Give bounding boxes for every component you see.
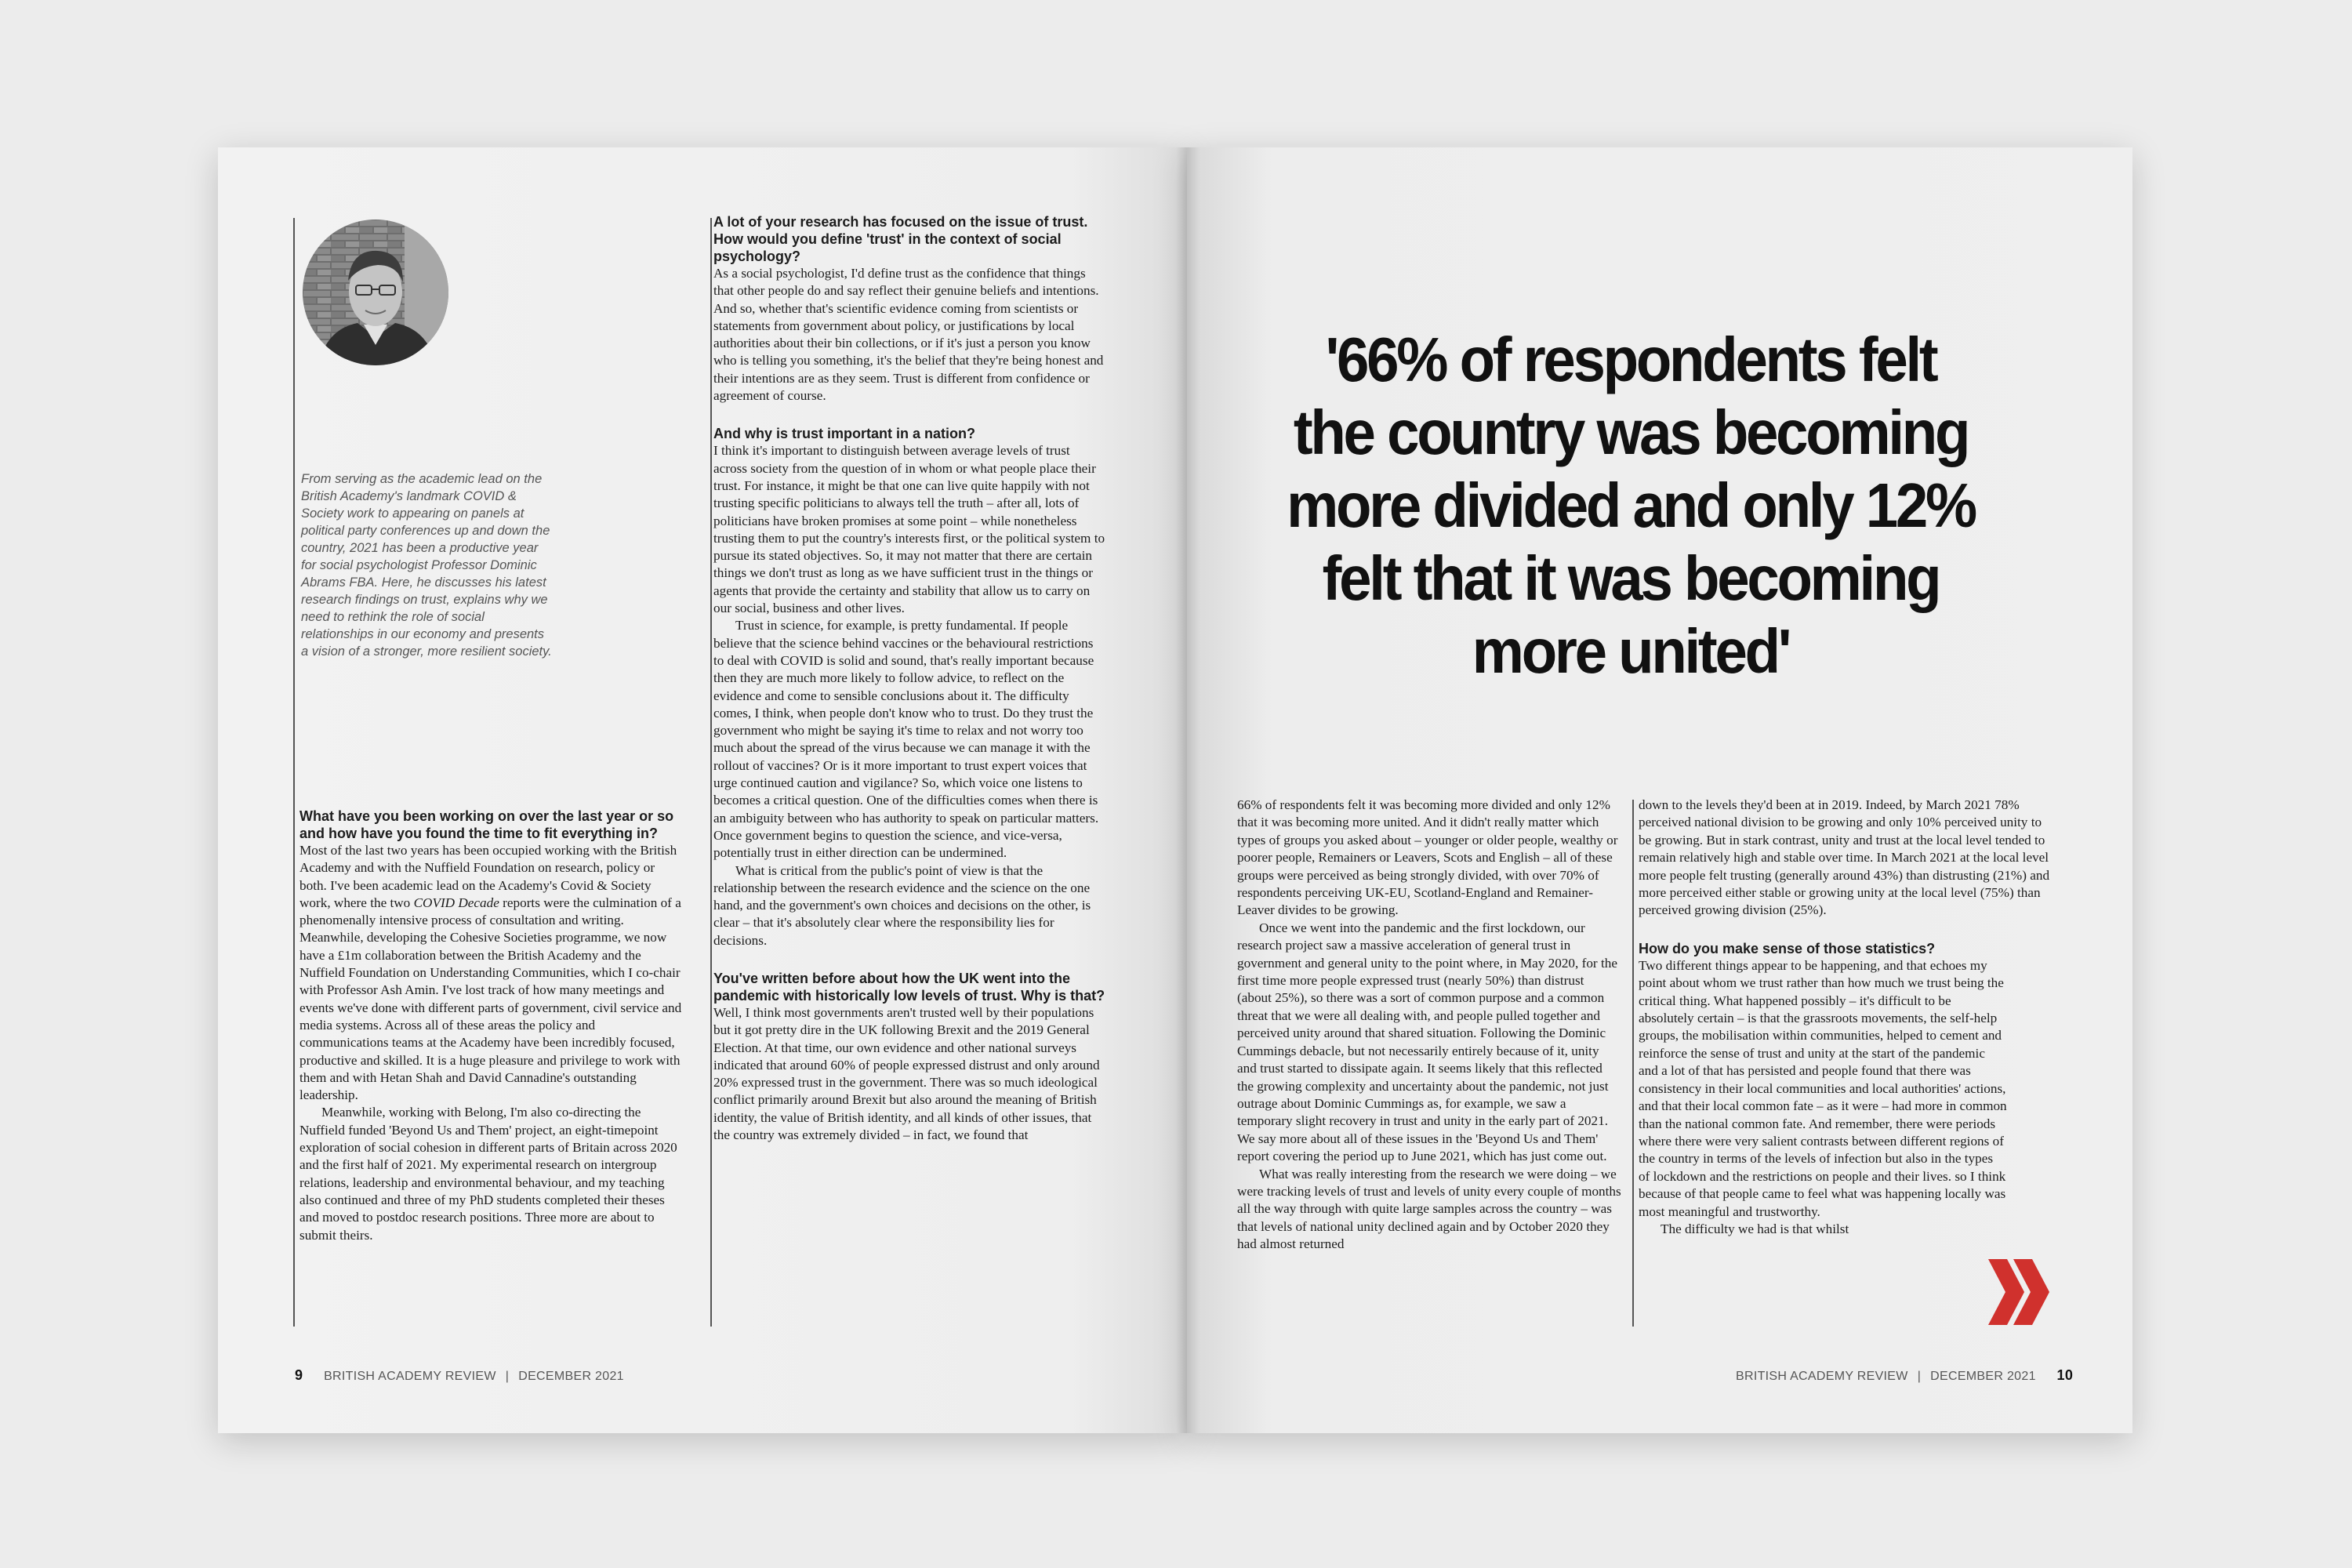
paragraph: down to the levels they'd been at in 2019. Indeed, by March 2021 78% perceived national division to be growing and only 10% perceived unity to be growing. But in stark contrast, unity and trust at the local level tended to remain relatively high and stable over time. In March 2021 at the local level more people felt trusting (generally around 43%) than distrusting (21%) and more perceived either stable or growing unity at the local level (75%) than perceived growing division (25%). (1639, 797, 2050, 918)
question-heading: What have you been working on over the last year or so and how have you found the time to fit everything in? (299, 808, 674, 841)
question-heading: A lot of your research has focused on the issue of trust. How would you define 'trust' in the context of social psychology? (713, 214, 1088, 264)
paragraph: Meanwhile, working with Belong, I'm also co-directing the Nuffield funded 'Beyond Us and Them' project, an eight-timepoint exploration of social cohesion in different parts of Britain across 2020 and the first half of 2021. My experimental research on intergroup relations, leadership and environmental behaviour, and my teaching also continued and three of my PhD students completed their theses and moved to postdoc research positions. Three more are about to submit theirs. (299, 1105, 677, 1243)
column-rule-right (1632, 800, 1634, 1327)
paragraph: 66% of respondents felt it was becoming more divided and only 12% that it was becoming more united. And it didn't really matter which types of groups you asked about – younger or older people, wealthy or poorer people, Remainers or Leavers, Scots and English – all of these groups were perceived as being strongly divided, with over 70% of respondents perceiving UK-EU, Scotland-England and Remainer-Leaver divides to be growing. (1237, 797, 1618, 918)
pull-quote: '66% of respondents felt the country was becoming more divided and only 12% felt that it was becoming more united' (1287, 325, 1975, 686)
paragraph: I think it's important to distinguish between average levels of trust across society from the question of in whom or what people place their trust. For instance, it might be that one can live quite happily with not trusting specific politicians to always tell the truth – after all, lots of politicians have broken promises at some point – while nonetheless trusting them to put the country's interests first, or the political system to pursue its stated objectives. So, it may not matter that there are certain things we don't trust as long as we have sufficient trust in the things or agents that provide the certainty and stability that allow us to carry on our social, business and other lives. (713, 443, 1105, 616)
right-column-1 (1237, 797, 1621, 1254)
issue-date: DECEMBER 2021 (1930, 1370, 2036, 1383)
right-footer: BRITISH ACADEMY REVIEW | DECEMBER 2021 10 (1736, 1367, 2074, 1383)
publication-name: BRITISH ACADEMY REVIEW (1736, 1370, 1908, 1383)
paragraph: Once we went into the pandemic and the first lockdown, our research project saw a massive acceleration of general trust in government and general unity to the point where, in May 2020, for the first time more people expressed trust (nearly 50%) than distrust (about 25%), so there was a sort of common purpose and a common threat that we were all dealing with, and people pulled together and perceived unity around that shared situation. Following the Dominic Cummings debacle, but not necessarily entirely because of it, unity and trust started to dissipate again. It seems likely that this reflected the growing complexity and uncertainty about the pandemic, not just outrage about Dominic Cummings as, for example, we saw a temporary slight recovery in trust and unity in the early part of 2021. We say more about all of these issues in the 'Beyond Us and Them' report covering the period up to June 2021, which has just come out. (1237, 920, 1617, 1164)
paragraph: Most of the last two years has been occupied working with the British Academy and with the Nuffield Foundation on research, policy or both. I've been academic lead on the Academy's Covid & Society work, where the two COVID Decade reports were the culmination of a phenomenally intensive process of consultation and writing. Meanwhile, developing the Cohesive Societies programme, we now have a £1m collaboration between the British Academy and the Nuffield Foundation on Understanding Communities, which I co-chair with Professor Ash Amin. I've lost track of how many meetings and events we've done with different parts of government, civil service and media systems. Across all of these areas the policy and communications teams at the Academy have been incredibly focused, productive and skilled. It is a huge pleasure and privilege to work with them and with Hetan Shah and David Cannadine's outstanding leadership. (299, 843, 682, 1103)
paragraph: As a social psychologist, I'd define trust as the confidence that things that other people do and say reflect their genuine beliefs and intentions. And so, whether that's scientific evidence coming from scientists or statements from government about policy, or justifications by local authorities about their bin collections, or if it's just a person you know who is telling you something, it's the belief that they're being honest and their intentions are as they seem. Trust is different from confidence or agreement of course. (713, 266, 1104, 404)
paragraph: Well, I think most governments aren't trusted well by their populations but it got pretty dire in the UK following Brexit and the 2019 General Election. At that time, our own evidence and other national surveys indicated that around 60% of people expressed distrust and only around 20% expressed trust in the government. There was so much ideological conflict primarily around Brexit but also around the meaning of British identity, the value of British identity, and all kinds of other issues, that the country was extremely divided – in fact, we found that (713, 1004, 1100, 1143)
author-portrait (303, 220, 448, 365)
page-number: 10 (2056, 1367, 2074, 1383)
question-heading: How do you make sense of those statistics? (1639, 940, 1936, 956)
paragraph: Two different things appear to be happening, and that echoes my point about whom we trust rather than how much we trust being the critical thing. What happened possibly – it's difficult to be absolutely certain – is that the grassroots movements, the self-help groups, the mobilisation within communities, helped to cement and reinforce the sense of trust and unity at the start of the pandemic and a lot of that has persisted and people found that there was consistency in their local communities and local authorities' actions, and that their local common fate – as it were – had more in common than the national common fate. And remember, there were periods where there were very salient contrasts between different regions of the country in terms of the levels of infection but also in the types of lockdown and the restrictions on people and their lives. so I think because of that people came to feel what was happening locally was most meaningful and trustworthy. (1639, 957, 2007, 1219)
left-column (299, 808, 684, 1244)
right-column-2 (1639, 797, 2054, 1238)
paragraph: Trust in science, for example, is pretty fundamental. If people believe that the science behind vaccines or the behavioural restrictions to deal with COVID is solid and sound, that's really important because then they are much more likely to follow advice, to reflect on the evidence and come to sensible conclusions about it. The difficulty comes, I think, when people don't know who to trust. Do they trust the government who might be saying it's time to relax and not worry too much about the spread of the virus because we can manage it with the rollout of vaccines? Or is it more important to trust expert voices that urge continued caution and vigilance? So, which voice one listens to becomes a critical question. One of the difficulties comes when there is an ambiguity between who has authority to speak on particular matters. Once government begins to question the science, and vice-versa, potentially trust in either direction can be undermined. (713, 618, 1099, 861)
column-rule-middle (710, 218, 712, 1327)
issue-date: DECEMBER 2021 (518, 1370, 624, 1383)
report-title: COVID Decade (413, 895, 499, 910)
paragraph: The difficulty we had is that whilst (1661, 1221, 1849, 1236)
page-number: 9 (295, 1367, 303, 1383)
double-chevron-right-icon (1988, 1259, 2051, 1329)
paragraph: What was really interesting from the research we were doing – we were tracking levels of trust and levels of unity every couple of months all the way through with quite large samples across the country – was that levels of national unity declined again and by October 2020 they had almost returned (1237, 1166, 1621, 1252)
middle-column (713, 213, 1105, 1144)
column-rule-left (293, 218, 295, 1327)
left-footer: 9 BRITISH ACADEMY REVIEW | DECEMBER 2021 (295, 1367, 624, 1383)
question-heading: And why is trust important in a nation? (713, 426, 976, 442)
question-heading: You've written before about how the UK went into the pandemic with historically low levels of trust. Why is that? (713, 970, 1105, 1004)
publication-name: BRITISH ACADEMY REVIEW (324, 1370, 496, 1383)
spine-gutter (1176, 147, 1200, 1433)
intro-caption: From serving as the academic lead on the British Academy's landmark COVID & Society work to appearing on panels at political party conferences up and down the country, 2021 has been a productive year for social psychologist Professor Dominic Abrams FBA. Here, he discusses his latest research findings on trust, explains why we need to rethink the role of social relationships in our economy and presents a vision of a stronger, more resilient society. (301, 472, 552, 659)
paragraph: What is critical from the public's point of view is that the relationship between the research evidence and the science on the one hand, and the government's own choices and decisions on the other, is clear – that it's absolutely clear where the responsibility lies for decisions. (713, 862, 1091, 948)
